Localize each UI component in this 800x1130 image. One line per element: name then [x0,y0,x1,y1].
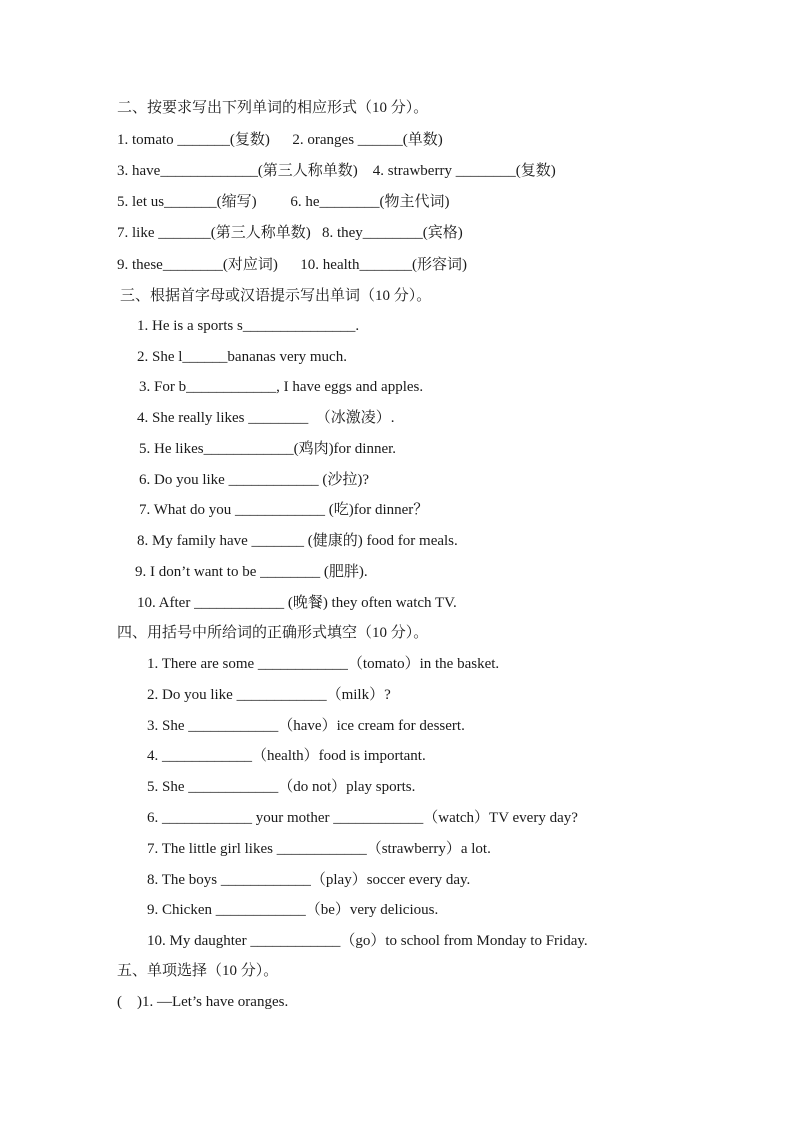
section2-line-1: 1. tomato _______(复数) 2. oranges ______(单数) [117,132,443,148]
section5-heading: 五、单项选择（10 分）。 [117,963,279,979]
section4-line-7: 7. The little girl likes ____________（strawberry）a lot. [147,841,491,857]
section3-line-2: 2. She l______bananas very much. [137,349,347,365]
section4-line-5: 5. She ____________（do not）play sports. [147,779,416,795]
section4-line-3: 3. She ____________（have）ice cream for dessert. [147,718,465,734]
section4-line-2: 2. Do you like ____________（milk）? [147,687,391,703]
section3-line-8: 8. My family have _______ (健康的) food for meals. [137,533,458,549]
section3-line-7: 7. What do you ____________ (吃)for dinner？ [139,502,429,518]
section4-line-10: 10. My daughter ____________（go）to school from Monday to Friday. [147,933,588,949]
section4-line-6: 6. ____________ your mother ____________（watch）TV every day? [147,810,578,826]
section3-line-4: 4. She really likes ________ （冰激凌）. [137,410,395,426]
section3-line-9: 9. I don’t want to be ________ (肥胖). [135,564,368,580]
section3-line-6: 6. Do you like ____________ (沙拉)? [139,472,369,488]
section4-line-1: 1. There are some ____________（tomato）in the basket. [147,656,500,672]
section2-line-3: 5. let us_______(缩写) 6. he________(物主代词) [117,194,450,210]
section2-line-5: 9. these________(对应词) 10. health_______(形容词) [117,257,467,273]
section2-heading: 二、按要求写出下列单词的相应形式（10 分）。 [117,100,429,116]
section4-heading: 四、用括号中所给词的正确形式填空（10 分）。 [117,625,429,641]
section5-question-1: ( )1. —Let’s have oranges. [117,994,289,1010]
section3-line-3: 3. For b____________, I have eggs and apples. [139,379,424,395]
section3-line-10: 10. After ____________ (晚餐) they often watch TV. [137,595,457,611]
section4-line-4: 4. ____________（health）food is important. [147,748,426,764]
section3-line-1: 1. He is a sports s_______________. [137,318,360,334]
section4-line-9: 9. Chicken ____________（be）very delicious. [147,902,439,918]
section2-line-4: 7. like _______(第三人称单数) 8. they________(宾格) [117,225,463,241]
section3-heading: 三、根据首字母或汉语提示写出单词（10 分）。 [120,288,432,304]
section4-line-8: 8. The boys ____________（play）soccer every day. [147,872,471,888]
section2-line-2: 3. have_____________(第三人称单数) 4. strawberry ________(复数) [117,163,556,179]
section3-line-5: 5. He likes____________(鸡肉)for dinner. [139,441,397,457]
